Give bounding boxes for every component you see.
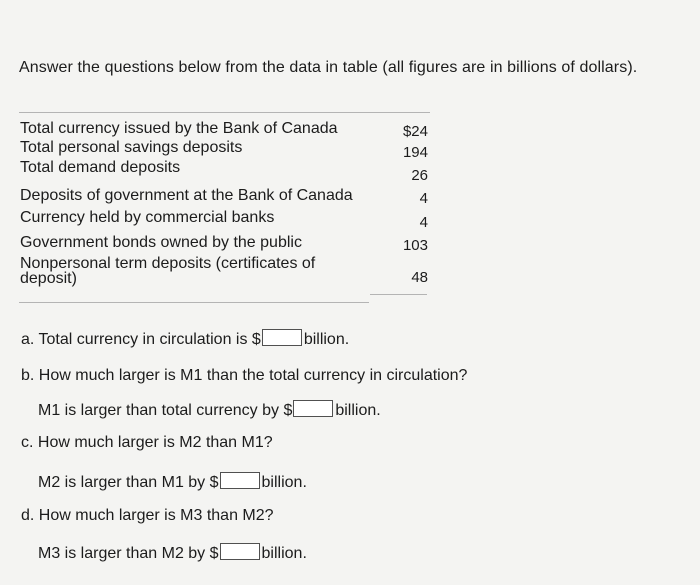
answer-c-row [38,472,307,492]
row-value-bank-currency: 4 [419,214,428,231]
answer-b-prefix: M1 is larger than total currency by $ [38,402,293,419]
answer-c-suffix: billion. [261,474,307,491]
answer-c-input[interactable] [220,472,260,489]
row-value-demand-deposits: 26 [411,167,428,184]
row-label-term-deposits-line1: Nonpersonal term deposits (certificates of [20,255,316,272]
answer-c-prefix: M2 is larger than M1 by $ [38,474,219,491]
row-value-currency-issued: $24 [402,123,428,140]
answer-b-row [38,400,381,420]
row-label-term-deposits-line2: deposit) [20,270,77,287]
row-value-government-deposits: 4 [419,190,428,207]
answer-b-suffix: billion. [335,402,381,419]
table-bottom-rule-left [19,302,369,303]
answer-d-suffix: billion. [261,545,307,562]
question-c: c. How much larger is M2 than M1? [21,434,273,451]
answer-d-row [38,543,307,563]
question-a-prefix: a. Total currency in circulation is $ [21,331,261,348]
answer-d-input[interactable] [220,543,260,560]
row-label-government-deposits: Deposits of government at the Bank of Canada [20,187,353,204]
row-label-currency-issued: Total currency issued by the Bank of Canada [20,120,338,137]
question-a [21,329,349,349]
table-bottom-rule-right [370,294,427,295]
answer-a-input[interactable] [262,329,302,346]
row-value-term-deposits: 48 [411,269,428,286]
question-d: d. How much larger is M3 than M2? [21,507,274,524]
row-label-demand-deposits: Total demand deposits [20,159,181,176]
row-label-personal-savings: Total personal savings deposits [20,139,243,156]
question-b: b. How much larger is M1 than the total currency in circulation? [21,367,468,384]
row-value-personal-savings: 194 [402,144,428,161]
row-label-bank-currency: Currency held by commercial banks [20,209,275,226]
answer-d-prefix: M3 is larger than M2 by $ [38,545,219,562]
question-a-suffix: billion. [303,331,350,348]
instructions: Answer the questions below from the data in table (all figures are in billions of dollars). [19,59,638,76]
row-label-government-bonds: Government bonds owned by the public [20,234,302,251]
table-top-rule [19,112,430,113]
row-value-government-bonds: 103 [402,237,428,254]
answer-b-input[interactable] [293,400,333,417]
